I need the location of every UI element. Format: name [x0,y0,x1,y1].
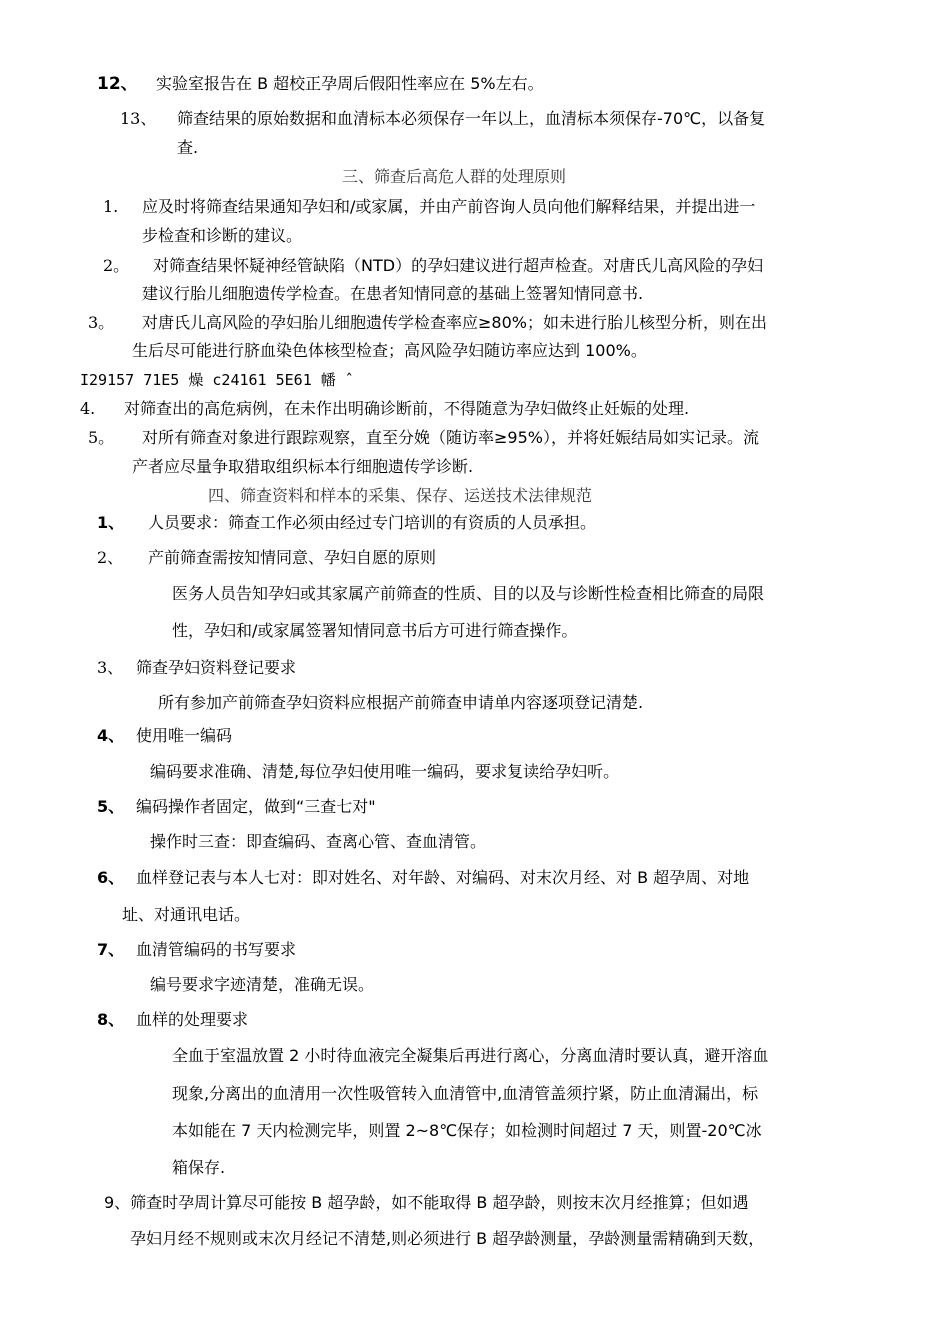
s4-item-1-number: 1、 [97,513,125,532]
s3-item-2-line2: 建议行胎儿细胞遗传学检查。在患者知情同意的基础上签署知情同意书. [142,284,644,303]
s4-item-3-number: 3、 [97,658,124,677]
s4-item-6-text: 血样登记表与本人七对：即对姓名、对年龄、对编码、对末次月经、对 B 超孕周、对地 [136,868,750,887]
s4-item-3-para: 所有参加产前筛查孕妇资料应根据产前筛查申请单内容逐项登记清楚. [158,693,644,712]
s3-item-5-line1: 对所有筛查对象进行跟踪观察，直至分娩（随访率≥95%），并将妊娠结局如实记录。流 [142,428,759,447]
s4-item-8-number: 8、 [97,1010,125,1029]
s4-item-8-para-line4: 箱保存. [172,1158,226,1177]
s4-item-5-text: 编码操作者固定，做到“三查七对" [136,797,376,816]
s3-item-3-line1: 对唐氏儿高风险的孕妇胎儿细胞遗传学检查率应≥80%；如未进行胎儿核型分析，则在出 [142,313,767,332]
s4-item-3-text: 筛查孕妇资料登记要求 [136,658,297,677]
s3-item-3-line2: 生后尽可能进行脐血染色体核型检查；高风险孕妇随访率应达到 100%。 [132,341,647,360]
s4-item-5-para: 操作时三查：即查编码、查离心管、查血清管。 [150,832,487,851]
s3-item-2-line1: 对筛查结果怀疑神经管缺陷（NTD）的孕妇建议进行超声检查。对唐氏儿高风险的孕妇 [153,256,764,275]
s4-item-6-continuation: 址、对通讯电话。 [122,905,251,924]
item-13-text: 筛查结果的原始数据和血清标本必须保存一年以上，血清标本须保存-70℃，以备复 [177,109,766,128]
s4-item-2-para-line2: 性，孕妇和/或家属签署知情同意书后方可进行筛查操作。 [172,621,578,640]
item-12-text: 实验室报告在 B 超校正孕周后假阳性率应在 5%左右。 [156,74,544,93]
s3-item-5-line2: 产者应尽量争取猎取组织标本行细胞遗传学诊断. [132,457,474,476]
s4-item-7-para: 编号要求字迹清楚，准确无误。 [150,975,375,994]
s4-item-2-number: 2、 [97,548,124,567]
s3-item-1-line2: 步检查和诊断的建议。 [142,226,303,245]
s4-item-4-text: 使用唯一编码 [136,726,233,745]
item-13-continuation: 查. [177,138,199,157]
item-12-number: 12、 [97,74,138,94]
garbled-text-line: I29157 71E5 燥 c24161 5E61 幡 ˆ [80,371,354,389]
s4-item-1-text: 人员要求：筛查工作必须由经过专门培训的有资质的人员承担。 [148,513,597,532]
s3-item-1-line1: 应及时将筛查结果通知孕妇和/或家属，并由产前咨询人员向他们解释结果，并提出进一 [142,197,756,216]
s4-item-8-para-line1: 全血于室温放置 2 小时待血液完全凝集后再进行离心，分离血清时要认真，避开溶血 [172,1046,769,1065]
section-3-heading: 三、筛查后高危人群的处理原则 [342,167,567,186]
s3-item-5-number: 5。 [88,428,115,447]
s4-item-2-text: 产前筛查需按知情同意、孕妇自愿的原则 [148,548,437,567]
s4-item-8-para-line3: 本如能在 7 天内检测完毕，则置 2~8℃保存；如检测时间超过 7 天，则置-20℃冰 [172,1121,762,1140]
s3-item-1-number: 1. [103,197,119,216]
s4-item-8-para-line2: 现象,分离出的血清用一次性吸管转入血清管中,血清管盖须拧紧，防止血清漏出，标 [172,1084,759,1103]
item-13-number: 13、 [120,109,157,128]
s3-item-2-number: 2。 [103,256,130,275]
s3-item-4-number: 4. [80,399,96,418]
s4-item-5-number: 5、 [97,797,125,816]
s4-item-7-text: 血清管编码的书写要求 [136,940,297,959]
s3-item-4-line1: 对筛查出的高危病例，在未作出明确诊断前，不得随意为孕妇做终止妊娠的处理. [124,399,690,418]
s4-item-6-number: 6、 [97,868,125,887]
s4-item-4-number: 4、 [97,726,125,745]
s4-item-8-text: 血样的处理要求 [136,1010,249,1029]
section-4-heading: 四、筛查资料和样本的采集、保存、运送技术法律规范 [208,486,593,505]
s4-item-7-number: 7、 [97,940,125,959]
s4-item-4-para: 编码要求准确、清楚,每位孕妇使用唯一编码，要求复读给孕妇听。 [150,762,620,781]
s4-item-9-text: 9、筛查时孕周计算尽可能按 B 超孕龄，如不能取得 B 超孕龄，则按末次月经推算；但如遇 [104,1193,749,1212]
s3-item-3-number: 3。 [88,313,115,332]
s4-item-9-continuation: 孕妇月经不规则或末次月经记不清楚,则必须进行 B 超孕龄测量，孕龄测量需精确到天数， [130,1229,765,1248]
s4-item-2-para-line1: 医务人员告知孕妇或其家属产前筛查的性质、目的以及与诊断性检查相比筛查的局限 [172,584,765,603]
